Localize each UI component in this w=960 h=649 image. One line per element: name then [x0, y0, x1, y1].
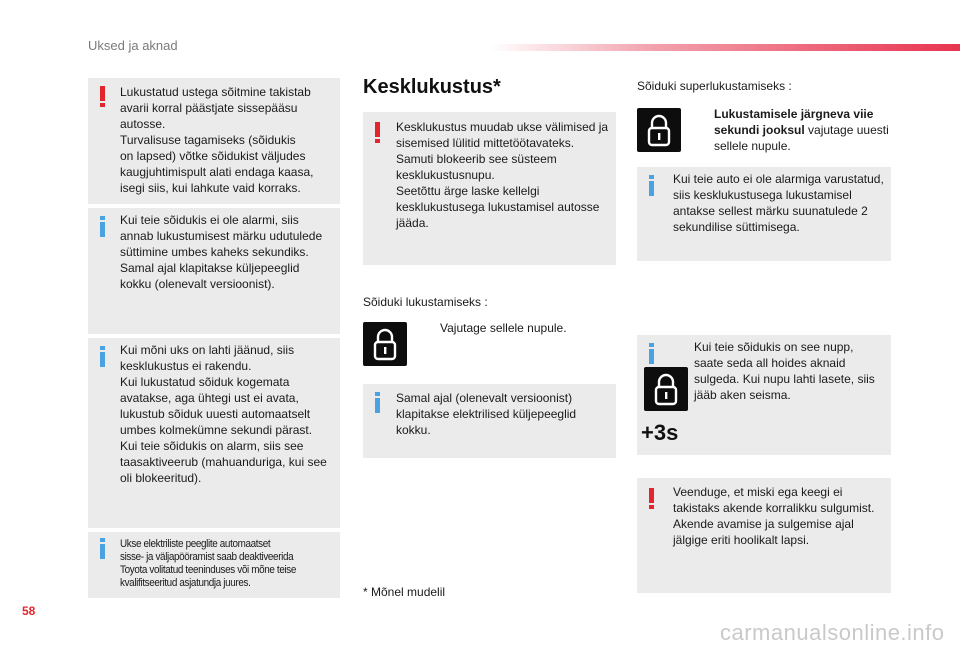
lock-icon [363, 322, 407, 366]
info-icon [100, 216, 106, 236]
superlock-rest-text: vajutage uuesti sellele nupule. [714, 123, 889, 153]
info-icon [100, 346, 106, 366]
badge-text: +3s [641, 420, 679, 445]
info-text: Kui teie auto ei ole alarmiga varustatud, siis kesklukustusega lukustamisel antakse sellest märku suunatulede 2 sekundilise süttimisega. [673, 172, 884, 234]
warning-box-window-safety [637, 478, 891, 593]
warning-icon [649, 488, 655, 508]
warning-icon [375, 122, 381, 142]
info-box-no-alarm [88, 208, 340, 334]
lock-heading: Sõiduki lukustamiseks : [363, 295, 488, 309]
info-text: Kui mõni uks on lahti jäänud, siis kesklukustus ei rakendu. Kui lukustatud sõiduk kogemata avatakse, aga ühtegi ust ei avata, lukustub sõiduk uuesti automaatselt umbes kolmekümne sekundi pärast. Kui teie sõidukis on alarm, siis see taasaktiveerub (mahuanduriga, kui see oli blokeeritud). [120, 343, 327, 485]
superlock-instruction-text [714, 106, 889, 154]
info-box-direction-indicators [637, 167, 891, 261]
superlock-button-image [637, 108, 681, 152]
header-accent-line [490, 44, 960, 51]
info-icon [375, 392, 381, 412]
warning-text: Kesklukustus muudab ukse välimised ja sisemised lülitid mittetöötavateks. Samuti blokeerib see süsteem kesklukustusnupu. Seetõttu ärge laske kellelgi kesklukustusega lukustamisel autosse jääda. [396, 120, 609, 230]
info-box-mirrors-fold [363, 384, 616, 458]
lock-instruction-text: Vajutage sellele nupule. [440, 321, 567, 335]
info-icon [649, 175, 655, 195]
lock-button-image [363, 322, 407, 366]
section-title: Kesklukustus* [363, 76, 501, 98]
warning-box-locked-doors [88, 78, 340, 204]
hold-3s-badge [640, 418, 688, 451]
info-text: Ukse elektriliste peeglite automaatset sisse- ja väljapööramist saab deaktiveerida Toyota volitatud teeninduses või mõne teise kvalifitseeritud asjatundja juures. [120, 538, 297, 589]
info-box-door-open [88, 338, 340, 528]
info-icon [100, 538, 106, 558]
info-text: Samal ajal (olenevalt versioonist) klapitakse elektrilised küljepeeglid kokku. [396, 391, 577, 437]
lock-icon [644, 367, 688, 411]
lock-icon [637, 108, 681, 152]
info-text: Kui teie sõidukis on see nupp, saate seda all hoides aknaid sulgeda. Kui nupu lahti lasete, siis jääb aken seisma. [694, 340, 875, 402]
info-icon [649, 343, 655, 363]
warning-text: Veenduge, et miski ega keegi ei takistaks akende korralikku sulgumist. Akende avamise ja sulgemise ajal jälgige eriti hoolikalt lapsi. [673, 485, 875, 547]
watermark: carmanualsonline.info [720, 620, 945, 645]
warning-text: Lukustatud ustega sõitmine takistab avarii korral päästjate sissepääsu autosse. Turvalisuse tagamiseks (sõidukis on lapsed) võtke sõidukist väljudes kaugjuhtimispult alati endaga kaasa, isegi siis, kui lahkute vaid korraks. [120, 85, 314, 195]
info-box-mirrors [88, 532, 340, 598]
warning-icon [100, 86, 106, 106]
hold-timer-icon [640, 418, 688, 446]
footnote: * Mõnel mudelil [363, 585, 446, 599]
info-text: Kui teie sõidukis ei ole alarmi, siis annab lukustumisest märku udutulede süttimine umbes kaheks sekundiks. Samal ajal klapitakse küljepeeglid kokku (olenevalt versioonist). [120, 213, 323, 291]
warning-box-central-locking [363, 112, 616, 265]
superlock-heading: Sõiduki superlukustamiseks : [637, 79, 792, 93]
page-number: 58 [22, 604, 36, 618]
chapter-title: Uksed ja aknad [88, 38, 178, 53]
superlock-bold-text: Lukustamisele järgneva viie sekundi jooksul [714, 107, 874, 137]
window-lock-button-image [644, 367, 688, 411]
